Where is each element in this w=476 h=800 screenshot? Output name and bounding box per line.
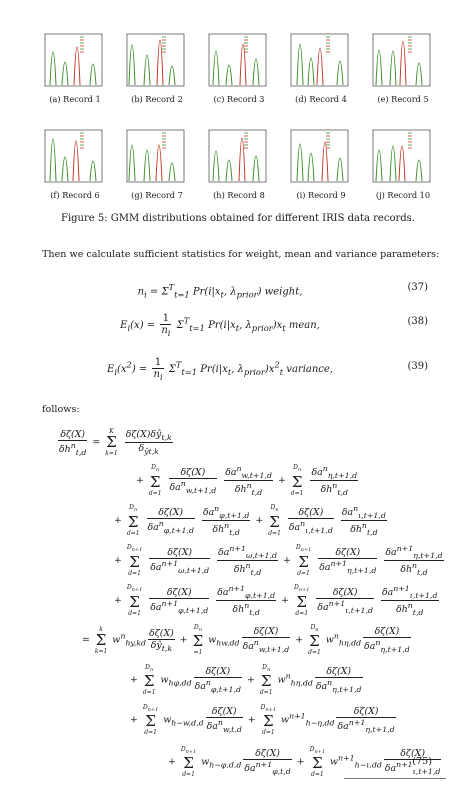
subfigure-caption: (b) Record 2 bbox=[131, 94, 183, 104]
eq75-line-7: + $D_n$ Σ d=1 $w_{h\varphi,dd}$ $\frac{\delta\zeta(X)}{\delta a^n_{\varphi,t+1,d}}$ + $D_n$ Σ d=1 $w^n_{h\eta,dd}$ $\frac{\delta\zeta(X)}{\delta a^n_{\eta,t+1,d}}$ bbox=[130, 664, 362, 697]
subfigure-record-3 bbox=[202, 30, 272, 108]
plot-frame bbox=[291, 130, 348, 182]
subfigure-record-5 bbox=[366, 30, 436, 108]
eq75-line-3: + $D_n$ Σ d=1 $\frac{\delta\zeta(X)}{\delta a^n_{\varphi,t+1,d}}$ $\frac{\delta a^n_{\varphi,t+1,d}}{\delta h^n_{t,d}}$ + $D_n$ Σ d=1 $\frac{\delta\zeta(X)}{\delta a^n_{\iota,t+1,d}}$ $\frac{\delta a^n_{\iota,t+1,d}}{\delta h^n_{t,d}}$ bbox=[114, 504, 386, 537]
gmm-plot bbox=[372, 30, 432, 88]
gmm-plot-svg bbox=[372, 30, 432, 88]
equation-37 bbox=[0, 279, 476, 305]
gmm-plot bbox=[44, 30, 104, 88]
subfigure-caption: (i) Record 9 bbox=[296, 190, 346, 200]
subfigure-caption: (h) Record 8 bbox=[213, 190, 265, 200]
equation-number: (37) bbox=[407, 282, 428, 293]
paragraph-follows: follows: bbox=[42, 404, 80, 415]
gmm-plot-svg bbox=[44, 126, 104, 184]
subfigure-record-6 bbox=[38, 126, 108, 204]
bottom-rule bbox=[344, 778, 446, 779]
gmm-plot-svg bbox=[290, 30, 350, 88]
eq75-line-5: + $D_{n+1}$ Σ d=1 $\frac{\delta\zeta(X)}{\delta a^{n+1}_{\varphi,t+1,d}}$ $\frac{\delta a^{n+1}_{\varphi,t+1,d}}{\delta h^n_{t,d}}$ + $D_{n+1}$ Σ d=1 $\frac{\delta\zeta(X)}{\delta a^{n+1}_{\iota,t+1,d}}$ $\frac{\delta a^{n+1}_{\iota,t+1,d}}{\delta h^n_{t,d}}$ bbox=[114, 584, 438, 617]
fraction: $\frac{1}{n_i}$ bbox=[161, 313, 171, 338]
gmm-plot bbox=[126, 30, 186, 88]
plot-frame bbox=[291, 34, 348, 86]
equation-number: (38) bbox=[407, 316, 428, 327]
eq75-line-9: + $D_{n+1}$ Σ d=1 $w_{h-\varphi,d,d}$ $\frac{\delta\zeta(X)}{\delta a^{n+1}_{\varphi,t,d}}$ + $D_{n+1}$ Σ d=1 $w^{n+1}_{h-\iota,dd}$ $\frac{\delta\zeta(X)}{\delta a^{n+1}_{\iota,t+1,d}}$ bbox=[168, 746, 441, 779]
gmm-plot-svg bbox=[126, 126, 186, 184]
eq75-line-6: = k Σ k=1 $w^n_{hy,kd}$ $\frac{\delta\zeta(X)}{\delta ŷ_{t,k}}$ + $D_n$ Σ =1 $w_{hw,dd}$ $\frac{\delta\zeta(X)}{\delta a^n_{w,t+1,d}}$ + $D_n$ Σ d=1 $w^n_{h\eta,dd}$ $\frac{\delta\zeta(X)}{\delta a^n_{\eta,t+1,d}}$ bbox=[82, 624, 410, 657]
subfigure-record-2 bbox=[120, 30, 190, 108]
equation-body: $E_i(x^2)$ = $\frac{1}{n_i}$ $\Sigma^T_{t=1}$ $Pr(i|x_t$, $\lambda_{prior})x^2_t$ variance, bbox=[107, 357, 333, 382]
plot-frame bbox=[45, 34, 102, 86]
equation-75 bbox=[44, 424, 444, 794]
eq75-line-8: + $D_{n+1}$ Σ d=1 $w_{h-w,d,d}$ $\frac{\delta\zeta(X)}{\delta a^n_{w,t,d}}$ + $D_{n+1}$ Σ d=1 $w^{n+1}_{h-\eta,dd}$ $\frac{\delta\zeta(X)}{\delta a^{n+1}_{\eta,t+1,d}}$ bbox=[130, 704, 395, 737]
subfigure-record-7 bbox=[120, 126, 190, 204]
gmm-plot bbox=[290, 30, 350, 88]
equation-body: $E_i(x)$ = $\frac{1}{n_i}$ $\Sigma^T_{t=1}$ $Pr(i|x_t$, $\lambda_{prior})x_t$ mean, bbox=[120, 313, 320, 338]
subfigure-caption: (f) Record 6 bbox=[50, 190, 100, 200]
plot-frame bbox=[127, 130, 184, 182]
subfigure-record-9 bbox=[284, 126, 354, 204]
gmm-plot bbox=[208, 30, 268, 88]
fraction: $\frac{1}{n_i}$ bbox=[153, 357, 163, 382]
equation-38 bbox=[0, 310, 476, 342]
subfigure-caption: (g) Record 7 bbox=[131, 190, 183, 200]
gmm-plot-svg bbox=[126, 30, 186, 88]
subfigure-caption: (e) Record 5 bbox=[377, 94, 429, 104]
figure-grid bbox=[38, 30, 450, 208]
gmm-plot bbox=[126, 126, 186, 184]
figure-caption: Figure 5: GMM distributions obtained for different IRIS data records. bbox=[61, 213, 415, 224]
plot-frame bbox=[127, 34, 184, 86]
gmm-plot bbox=[208, 126, 268, 184]
gmm-plot bbox=[44, 126, 104, 184]
gmm-plot-svg bbox=[208, 30, 268, 88]
weight-word: weight, bbox=[264, 286, 303, 298]
subfigure-caption: (j) Record 10 bbox=[375, 190, 431, 200]
gmm-plot-svg bbox=[208, 126, 268, 184]
subfigure-record-4 bbox=[284, 30, 354, 108]
equation-body: $n_i = \Sigma^T_{t=1}$ $Pr(i|x_t$, $\lambda_{prior}$) weight, bbox=[137, 282, 303, 300]
subfigure-caption: (d) Record 4 bbox=[295, 94, 347, 104]
eq75-line-1: $\frac{\delta\zeta(X)}{\delta h^n_{t,d}}$ = K Σ k=1 $\frac{\delta\zeta(X)\delta ŷ_{t,k}}{\delta_{ŷt,k}}$ bbox=[59, 428, 172, 457]
equation-number: (39) bbox=[407, 361, 428, 372]
gmm-plot bbox=[290, 126, 350, 184]
subfigure-record-8 bbox=[202, 126, 272, 204]
gmm-plot-svg bbox=[44, 30, 104, 88]
equation-39 bbox=[0, 354, 476, 388]
gmm-plot-svg bbox=[372, 126, 432, 184]
subfigure-record-10 bbox=[366, 126, 436, 204]
equation-number: (75) bbox=[412, 756, 432, 767]
paragraph-intro: Then we calculate sufficient statistics for weight, mean and variance parameters: bbox=[42, 249, 440, 260]
gmm-plot bbox=[372, 126, 432, 184]
subfigure-record-1 bbox=[38, 30, 108, 108]
gmm-plot-svg bbox=[290, 126, 350, 184]
eq75-line-2: + $D_n$ Σ d=1 $\frac{\delta\zeta(X)}{\delta a^n_{w,t+1,d}}$ $\frac{\delta a^n_{w,t+1,d}}{\delta h^n_{t,d}}$ + $D_n$ Σ d=1 $\frac{\delta a^n_{\eta,t+1,d}}{\delta h^n_{t,d}}$ bbox=[136, 464, 358, 497]
subfigure-caption: (c) Record 3 bbox=[213, 94, 265, 104]
variance-word: variance, bbox=[286, 364, 333, 375]
eq75-line-4: + $D_{n+1}$ Σ d=1 $\frac{\delta\zeta(X)}{\delta a^{n+1}_{\omega,t+1,d}}$ $\frac{\delta a^{n+1}_{\omega,t+1,d}}{\delta h^n_{t,d}}$ + $D_{n+1}$ Σ d=1 $\frac{\delta\zeta(X)}{\delta a^{n+1}_{\eta,t+1,d}}$ $\frac{\delta a^{n+1}_{\eta,t+1,d}}{\delta h^n_{t,d}}$ bbox=[114, 544, 443, 577]
mean-word: mean, bbox=[288, 320, 320, 331]
subfigure-caption: (a) Record 1 bbox=[49, 94, 101, 104]
